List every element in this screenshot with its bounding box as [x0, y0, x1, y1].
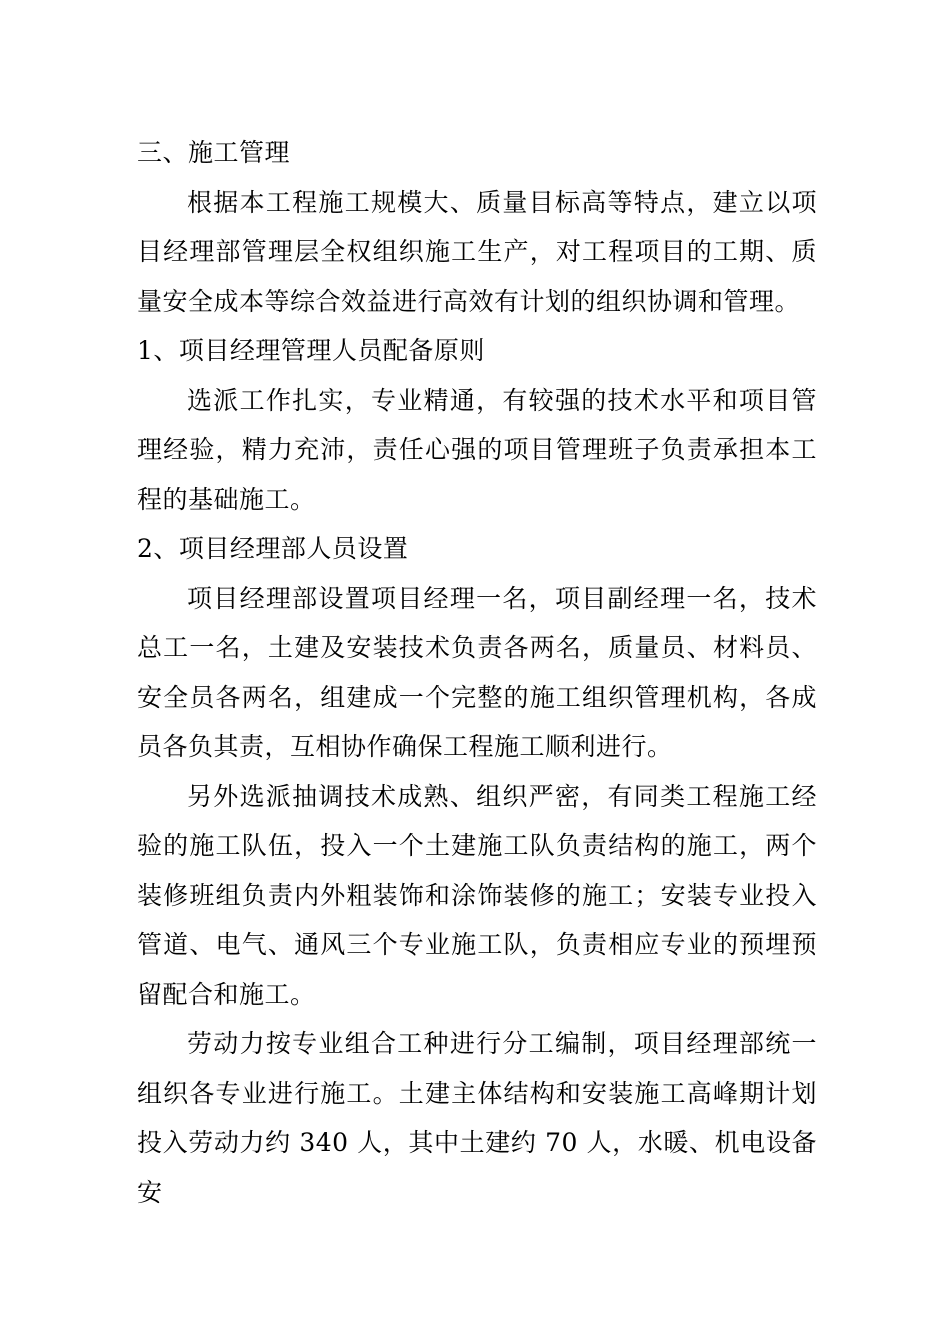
intro-paragraph: 根据本工程施工规模大、质量目标高等特点，建立以项目经理部管理层全权组织施工生产，对工程项目的工期、质量安全成本等综合效益进行高效有计划的组织协调和管理。 [137, 187, 817, 316]
subsection-2-title: 2、项目经理部人员设置 [137, 534, 409, 563]
labor-paragraph: 劳动力按专业组合工种进行分工编制，项目经理部统一组织各专业进行施工。土建主体结构和安装施工高峰期计划投入劳动力约 340 人，其中土建约 70 人，水暖、机电设备安 [137, 1029, 817, 1207]
section-title: 三、施工管理 [137, 138, 291, 167]
subsection-1-title: 1、项目经理管理人员配备原则 [137, 336, 485, 365]
teams-paragraph: 另外选派抽调技术成熟、组织严密，有同类工程施工经验的施工队伍，投入一个土建施工队负责结构的施工，两个装修班组负责内外粗装饰和涂饰装修的施工；安装专业投入管道、电气、通风三个专业施工队，负责相应专业的预埋预留配合和施工。 [137, 781, 817, 1009]
staffing-paragraph: 项目经理部设置项目经理一名，项目副经理一名，技术总工一名，土建及安装技术负责各两名，质量员、材料员、安全员各两名，组建成一个完整的施工组织管理机构，各成员各负其责，互相协作确保工程施工顺利进行。 [137, 583, 817, 761]
subsection-1-paragraph: 选派工作扎实，专业精通，有较强的技术水平和项目管理经验，精力充沛，责任心强的项目管理班子负责承担本工程的基础施工。 [137, 385, 817, 514]
document-body [137, 128, 817, 1217]
